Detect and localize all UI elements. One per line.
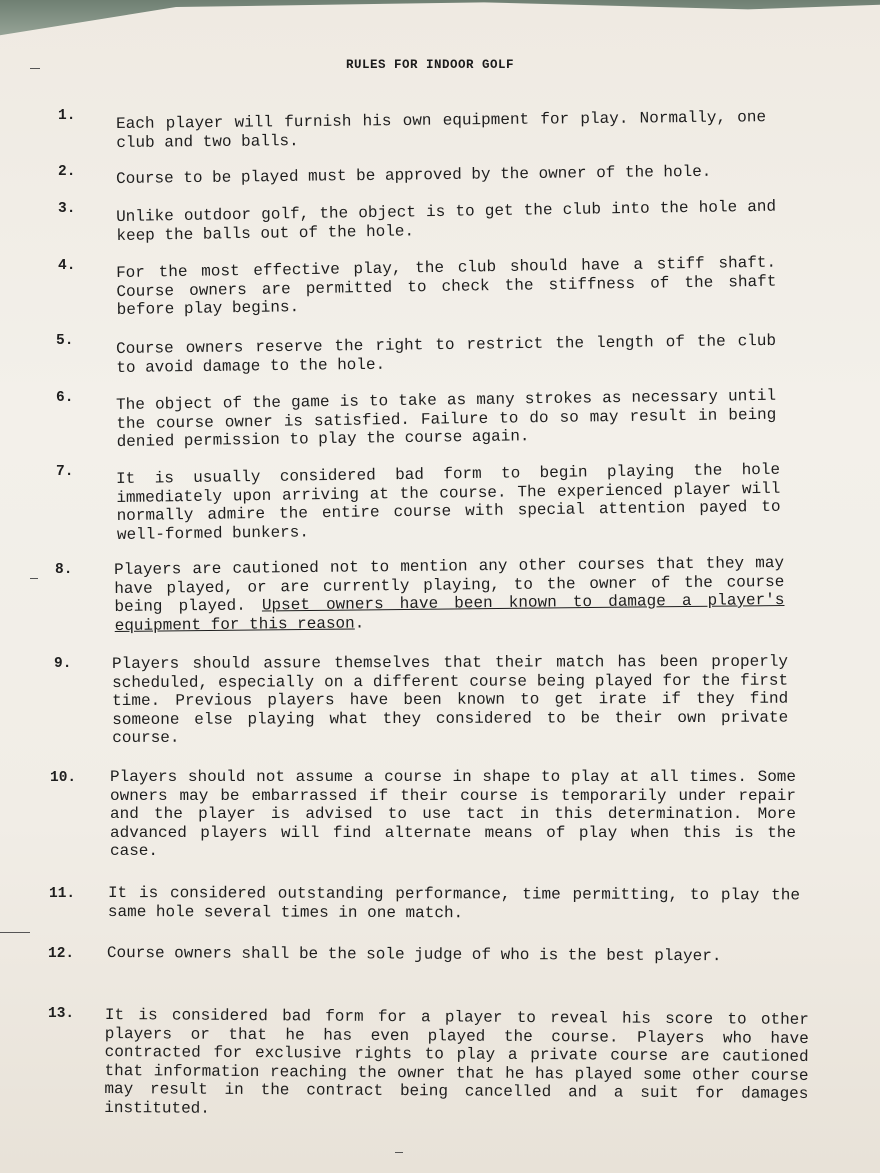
rule-text: It is usually considered bad form to begin playing the hole immediately upon arriving at the course. The experienced player will normally admire the entire course with special attention payed to well-formed bunkers.: [116, 460, 781, 544]
rule-number: 5.: [56, 333, 74, 349]
rule-number: 12.: [48, 946, 75, 962]
document-title: RULES FOR INDOOR GOLF: [345, 58, 515, 72]
rule-number: 1.: [58, 108, 76, 124]
rule-number: 6.: [56, 390, 74, 406]
rule-number: 4.: [58, 258, 76, 274]
rule-number: 13.: [48, 1006, 75, 1022]
rule-number: 3.: [58, 201, 76, 217]
rule-text-underlined: Upset owners have been known to damage a player's equipment for this reason: [114, 590, 785, 635]
rule-number: 10.: [50, 770, 77, 786]
rule-text: [114, 554, 785, 635]
rule-text: Players should assure themselves that their match has been properly scheduled, especially on a different course being played for the first time. Previous players have been known to get irate if they find someone else playing what they considered to be their own private course.: [112, 652, 789, 747]
margin-mark: [0, 932, 30, 933]
rule-text: Course owners reserve the right to restrict the length of the club to avoid damage to the hole.: [116, 331, 777, 377]
rule-text: Players should not assume a course in shape to play at all times. Some owners may be embarrassed if their course is temporarily under repair and the player is advised to use tact in this determination. More advanced players will find alternate means of play when this is the case.: [110, 768, 796, 860]
rule-text: For the most effective play, the club should have a stiff shaft. Course owners are permitted to check the stiffness of the shaft before play begins.: [116, 253, 777, 319]
rule-text: It is considered bad form for a player to reveal his score to other players or that he has even played the course. Players who have contracted for exclusive rights to play a private course are cautioned that information reaching the owner that he has played some other course may result in the contract being cancelled and a suit for damages instituted.: [104, 1006, 809, 1118]
rule-text: Each player will furnish his own equipment for play. Normally, one club and two balls.: [116, 108, 767, 152]
rule-number: 9.: [54, 656, 72, 672]
rule-text: The object of the game is to take as many strokes as necessary until the course owner is satisfied. Failure to do so may result in being denied permission to play the course again.: [116, 386, 777, 451]
rule-number: 2.: [58, 164, 76, 180]
rule-number: 7.: [56, 464, 74, 480]
rule-text: Unlike outdoor golf, the object is to get the club into the hole and keep the balls out of the hole.: [116, 197, 777, 245]
margin-mark: [30, 578, 38, 579]
rule-text-end: .: [354, 613, 365, 632]
rule-text: Course to be played must be approved by the owner of the hole.: [116, 162, 712, 188]
rule-text: It is considered outstanding performance, time permitting, to play the same hole several times in one match.: [107, 884, 800, 922]
rule-text: Course owners shall be the sole judge of who is the best player.: [106, 944, 722, 966]
rule-number: 11.: [49, 886, 76, 902]
rule-text-plain: Players are cautioned not to mention any other courses that they may have played, or are currently playing, to the owner of the course being played.: [114, 553, 785, 616]
margin-mark: [395, 1152, 403, 1153]
rule-number: 8.: [55, 562, 73, 578]
